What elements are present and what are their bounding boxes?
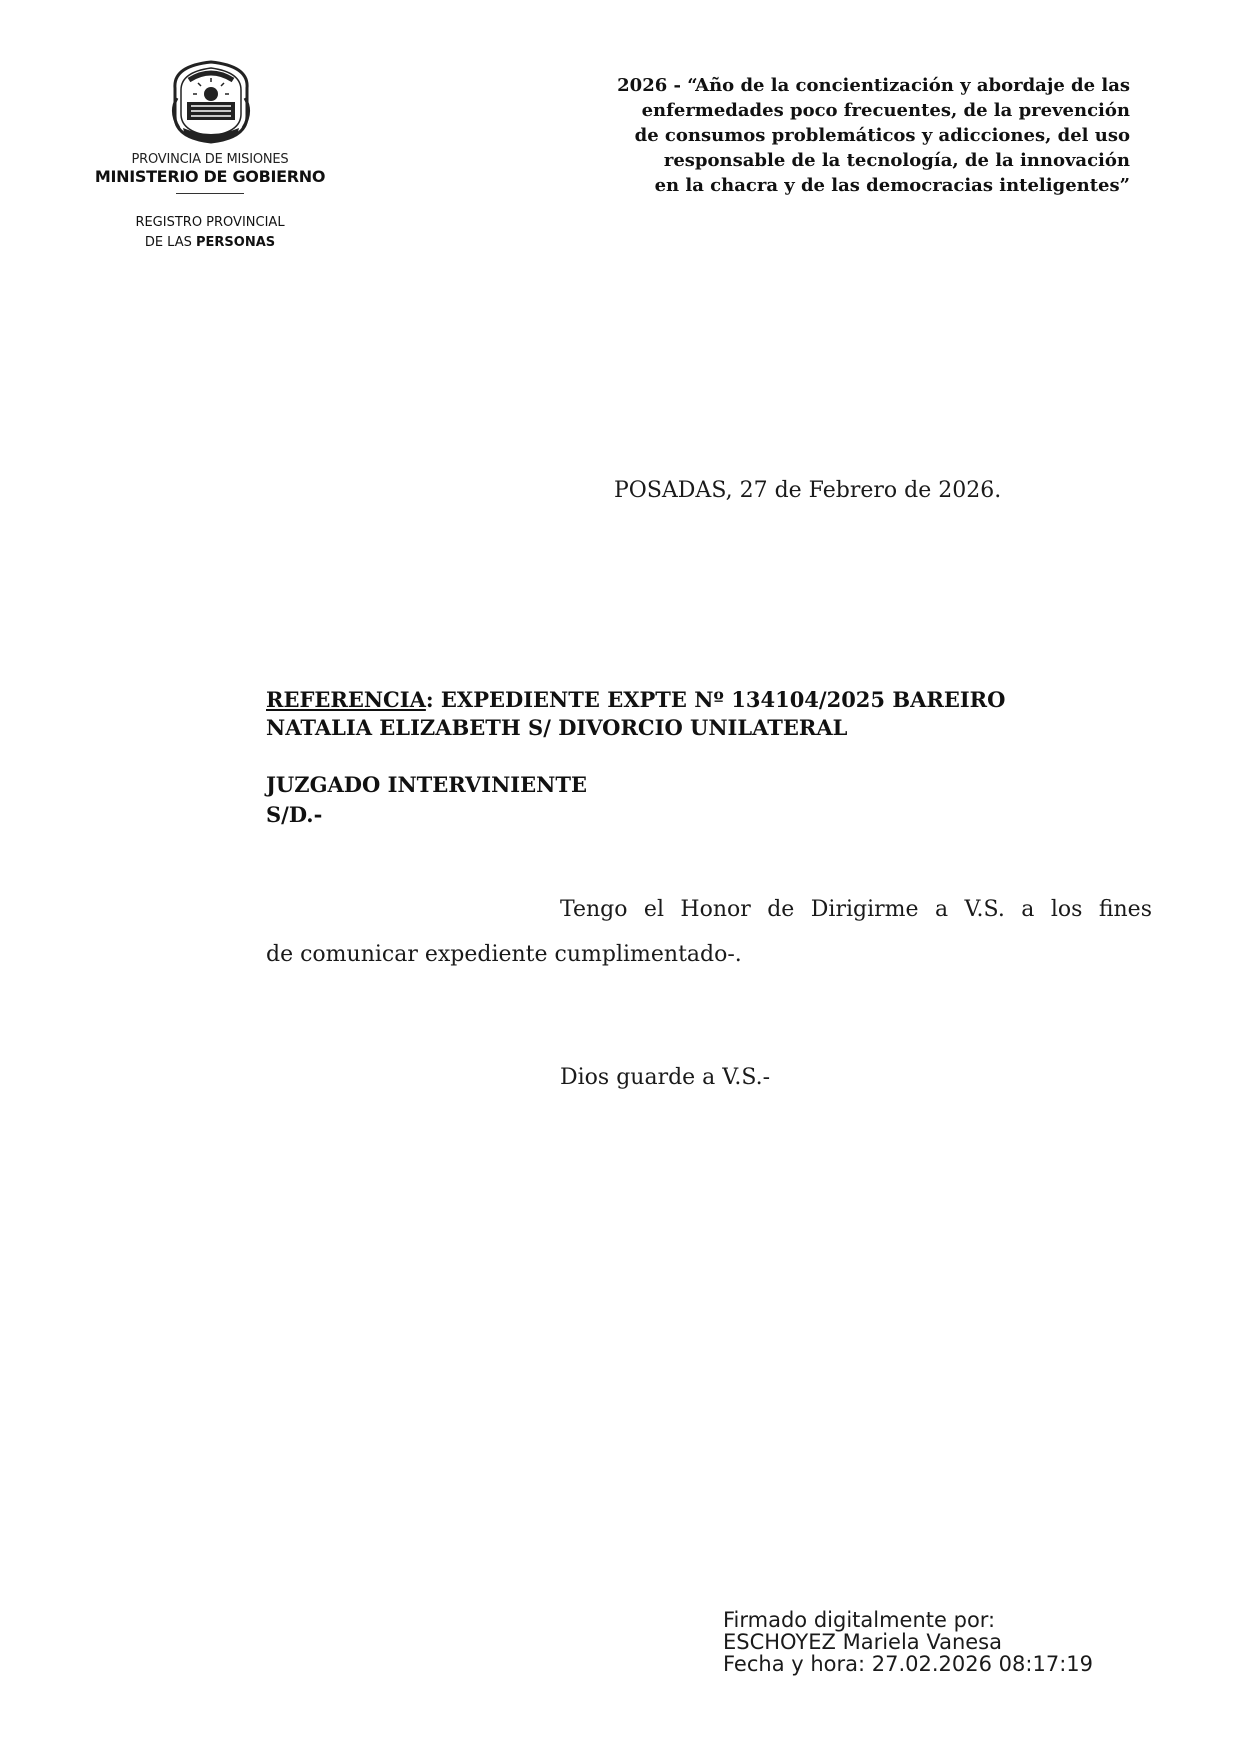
letterhead-divider	[176, 193, 244, 194]
registry-line2-prefix: DE LAS	[144, 235, 197, 250]
motto-line: de consumos problemáticos y adicciones, del uso	[634, 125, 1130, 146]
court-name: JUZGADO INTERVINIENTE	[266, 772, 587, 797]
year-motto	[540, 73, 1130, 198]
registry-line2-bold: PERSONAS	[196, 235, 276, 250]
reference-line1	[266, 686, 1136, 714]
motto-line: en la chacra y de las democracias inteligentes”	[654, 175, 1130, 196]
case-reference	[266, 686, 1136, 742]
closing-formula: Dios guarde a V.S.-	[560, 1065, 771, 1090]
reference-line2: NATALIA ELIZABETH S/ DIVORCIO UNILATERAL	[266, 715, 848, 740]
registry-name-line2	[90, 235, 330, 250]
misiones-coat-of-arms-icon	[163, 58, 259, 146]
province-name: PROVINCIA DE MISIONES	[131, 152, 289, 167]
body-paragraph-line2: de comunicar expediente cumplimentado-.	[266, 942, 742, 967]
signer-name: ESCHOYEZ Mariela Vanesa	[723, 1630, 1002, 1654]
signature-label: Firmado digitalmente por:	[723, 1608, 996, 1632]
reference-label: REFERENCIA	[266, 687, 426, 712]
reference-line1-text: : EXPEDIENTE EXPTE Nº 134104/2025 BAREIRO	[425, 687, 1006, 712]
addressee	[266, 770, 587, 830]
motto-line: 2026 - “Año de la concientización y abordaje de las	[617, 75, 1130, 96]
motto-line: enfermedades poco frecuentes, de la prevención	[641, 100, 1130, 121]
salutation: S/D.-	[266, 802, 323, 827]
digital-signature	[723, 1609, 1093, 1675]
letter-date: POSADAS, 27 de Febrero de 2026.	[614, 478, 1002, 503]
ministry-name: MINISTERIO DE GOBIERNO	[94, 167, 326, 186]
registry-name-line1: REGISTRO PROVINCIAL	[135, 215, 285, 230]
motto-line: responsable de la tecnología, de la innovación	[663, 150, 1130, 171]
body-paragraph-line1: Tengo el Honor de Dirigirme a V.S. a los fines	[560, 897, 1152, 922]
signature-timestamp: Fecha y hora: 27.02.2026 08:17:19	[723, 1652, 1093, 1676]
